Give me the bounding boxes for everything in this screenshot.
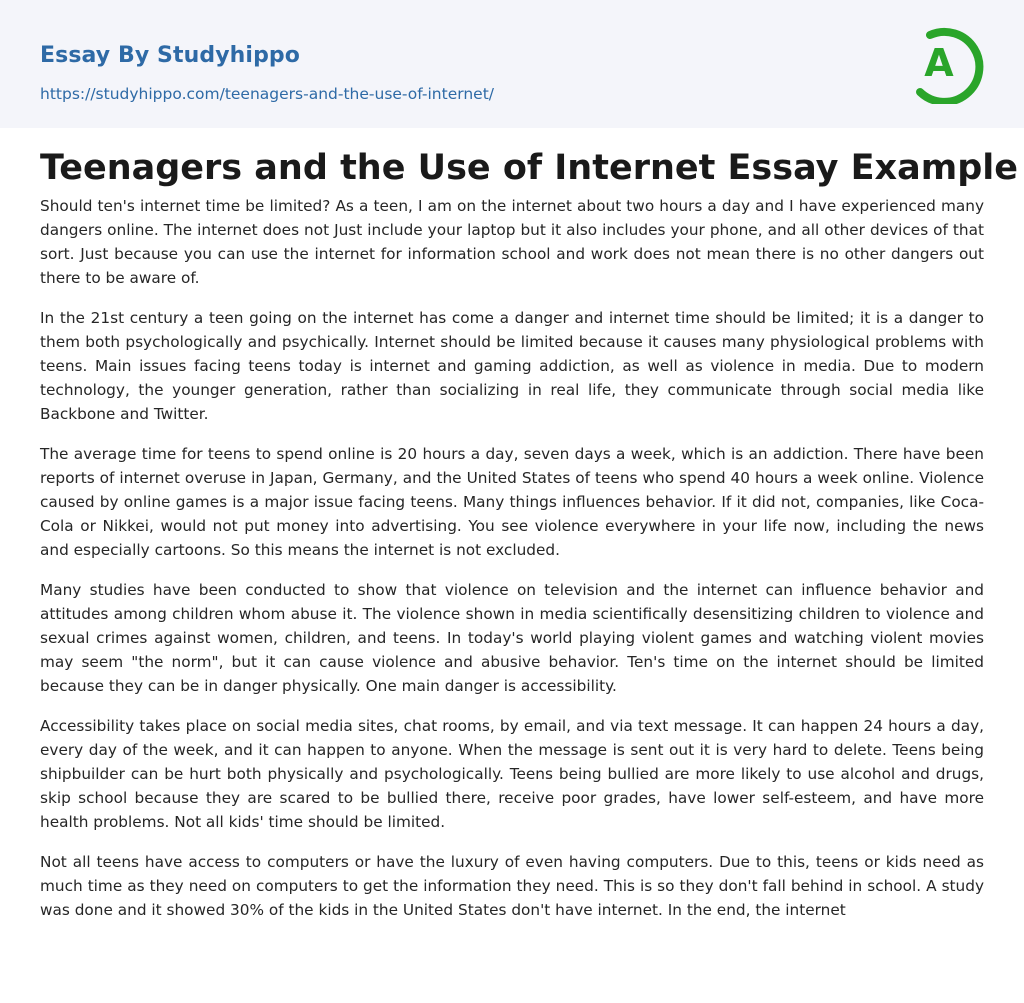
essay-paragraph: The average time for teens to spend online is 20 hours a day, seven days a week, which is an addiction. There have been reports of internet overuse in Japan, Germany, and the United States of teens who spend 40 hours a week online. Violence caused by online games is a major issue facing teens. Many things influences behavior. If it did not, companies, like Coca-Cola or Nikkei, would not put money into advertising. You see violence everywhere in your life now, including the news and especially cartoons. So this means the internet is not excluded. xyxy=(40,445,984,559)
logo-letter: A xyxy=(924,41,954,85)
essay-paragraph: Many studies have been conducted to show that violence on television and the internet can influence behavior and attitudes among children whom abuse it. The violence shown in media scientifically desensitizing children to violence and sexual crimes against women, children, and teens. In today's world playing violent games and watching violent movies may seem "the norm", but it can cause violence and abusive behavior. Ten's time on the internet should be limited because they can be in danger physically. One main danger is accessibility. xyxy=(40,581,984,695)
essay-body xyxy=(40,194,984,938)
essay-paragraph: Should ten's internet time be limited? As a teen, I am on the internet about two hours a day and I have experienced many dangers online. The internet does not Just include your laptop but it also includes your phone, and all other devices of that sort. Just because you can use the internet for information school and work does not mean there is no other dangers out there to be aware of. xyxy=(40,197,984,287)
page-title: Teenagers and the Use of Internet Essay Example xyxy=(40,148,1019,188)
essay-paragraph: Not all teens have access to computers or have the luxury of even having computers. Due to this, teens or kids need as much time as they need on computers to get the information they need. This is so they don't fall behind in school. A study was done and it showed 30% of the kids in the United States don't have internet. In the end, the internet xyxy=(40,853,984,919)
source-url-link[interactable]: https://studyhippo.com/teenagers-and-the-use-of-internet/ xyxy=(40,85,494,103)
essay-paragraph: Accessibility takes place on social media sites, chat rooms, by email, and via text message. It can happen 24 hours a day, every day of the week, and it can happen to anyone. When the message is sent out it is very hard to delete. Teens being shipbuilder can be hurt both physically and psychologically. Teens being bullied are more likely to use alcohol and drugs, skip school because they are scared to be bullied there, receive poor grades, have lower self-esteem, and have more health problems. Not all kids' time should be limited. xyxy=(40,717,984,831)
studyhippo-logo-icon[interactable] xyxy=(912,20,986,104)
essay-paragraph: In the 21st century a teen going on the internet has come a danger and internet time should be limited; it is a danger to them both psychologically and psychically. Internet should be limited because it causes many physiological problems with teens. Main issues facing teens today is internet and gaming addiction, as well as violence in media. Due to modern technology, the younger generation, rather than socializing in real life, they communicate through social media like Backbone and Twitter. xyxy=(40,309,984,423)
brand-title[interactable]: Essay By Studyhippo xyxy=(40,43,300,68)
site-header xyxy=(0,0,1024,128)
